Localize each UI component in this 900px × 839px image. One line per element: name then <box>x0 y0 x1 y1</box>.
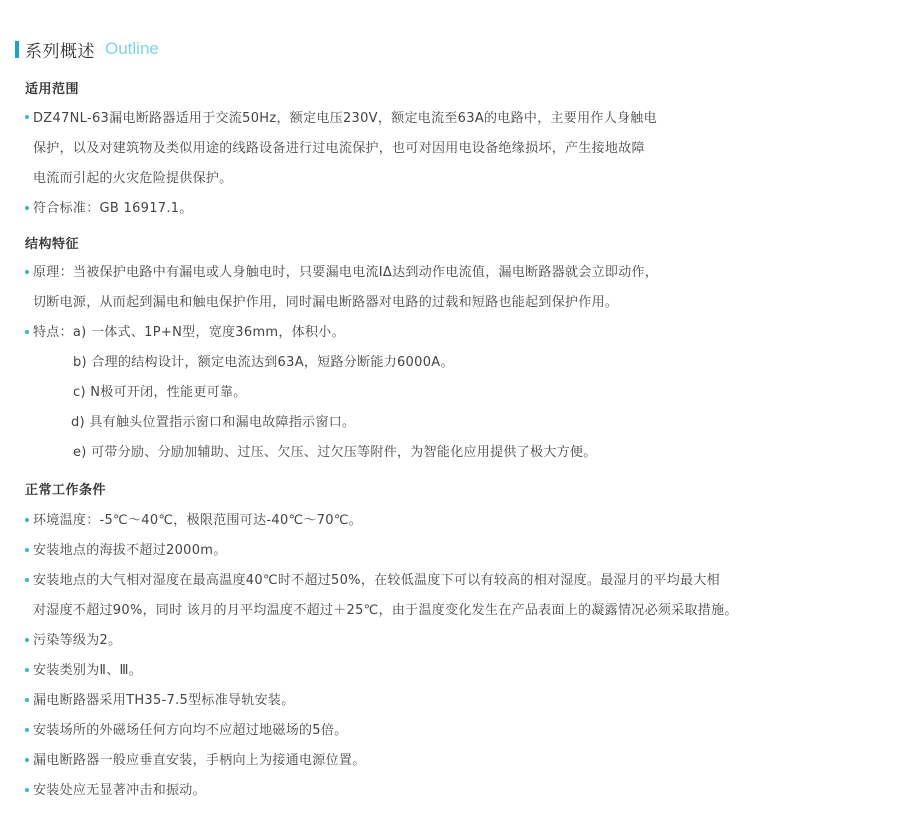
text-line: DZ47NL-63漏电断路器适用于交流50Hz，额定电压230V，额定电流至63A的电路中，主要用作人身触电 <box>33 111 657 126</box>
section-header <box>15 37 159 61</box>
bullet-dot <box>25 728 29 732</box>
text-line: 保护，以及对建筑物及类似用途的线路设备进行过电流保护，也可对因用电设备绝缘损坏，产生接地故障 <box>33 141 645 156</box>
bullet-dot <box>25 330 29 334</box>
text-line: 对湿度不超过90%，同时 该月的月平均温度不超过＋25℃，由于温度变化发生在产品表面上的凝露情况必须采取措施。 <box>33 603 738 618</box>
text-line: 切断电源，从而起到漏电和触电保护作用，同时漏电断路器对电路的过载和短路也能起到保护作用。 <box>33 295 619 310</box>
bullet-dot <box>25 668 29 672</box>
text-line: 漏电断路器一般应垂直安装，手柄向上为接通电源位置。 <box>33 753 366 768</box>
text-line: 安装地点的大气相对湿度在最高温度40℃时不超过50%，在较低温度下可以有较高的相对湿度。最湿月的平均最大相 <box>33 573 720 588</box>
feature-line: c) N极可开闭，性能更可靠。 <box>73 385 247 400</box>
bullet-dot <box>25 788 29 792</box>
text-line: 符合标准：GB 16917.1。 <box>33 201 193 216</box>
feature-line: b) 合理的结构设计，额定电流达到63A，短路分断能力6000A。 <box>73 355 454 370</box>
section-accent-bar <box>15 41 19 58</box>
text-line: 漏电断路器采用TH35-7.5型标准导轨安装。 <box>33 693 295 708</box>
bullet-dot <box>25 548 29 552</box>
bullet-dot <box>25 698 29 702</box>
bullet-dot <box>25 638 29 642</box>
bullet-dot <box>25 758 29 762</box>
text-line: 环境温度：-5℃～40℃，极限范围可达-40℃～70℃。 <box>33 513 363 528</box>
feature-line: e) 可带分励、分励加辅助、过压、欠压、过欠压等附件，为智能化应用提供了极大方便。 <box>73 445 597 460</box>
subheading-scope: 适用范围 <box>25 82 80 97</box>
section-title: 系列概述 <box>25 41 95 62</box>
text-line: 污染等级为2。 <box>33 633 122 648</box>
bullet-dot <box>25 206 29 210</box>
subheading-conditions: 正常工作条件 <box>25 483 107 498</box>
text-line: 安装处应无显著冲击和振动。 <box>33 783 206 798</box>
feature-line: d) 具有触头位置指示窗口和漏电故障指示窗口。 <box>71 415 356 430</box>
text-line: 安装场所的外磁场任何方向均不应超过地磁场的5倍。 <box>33 723 348 738</box>
bullet-dot <box>25 518 29 522</box>
text-line: 电流而引起的火灾危险提供保护。 <box>33 171 233 186</box>
bullet-dot <box>25 578 29 582</box>
section-title-english: Outline <box>105 39 159 58</box>
text-line: 安装类别为Ⅱ、Ⅲ。 <box>33 663 143 678</box>
text-line: 原理：当被保护电路中有漏电或人身触电时，只要漏电电流IΔ达到动作电流值，漏电断路器就会立即动作， <box>33 265 659 280</box>
text-line: 安装地点的海拔不超过2000m。 <box>33 543 227 558</box>
bullet-dot <box>25 270 29 274</box>
subheading-structure: 结构特征 <box>25 237 80 252</box>
bullet-dot <box>25 115 29 119</box>
text-line: 特点：a) 一体式、1P+N型，宽度36mm，体积小。 <box>33 325 345 340</box>
